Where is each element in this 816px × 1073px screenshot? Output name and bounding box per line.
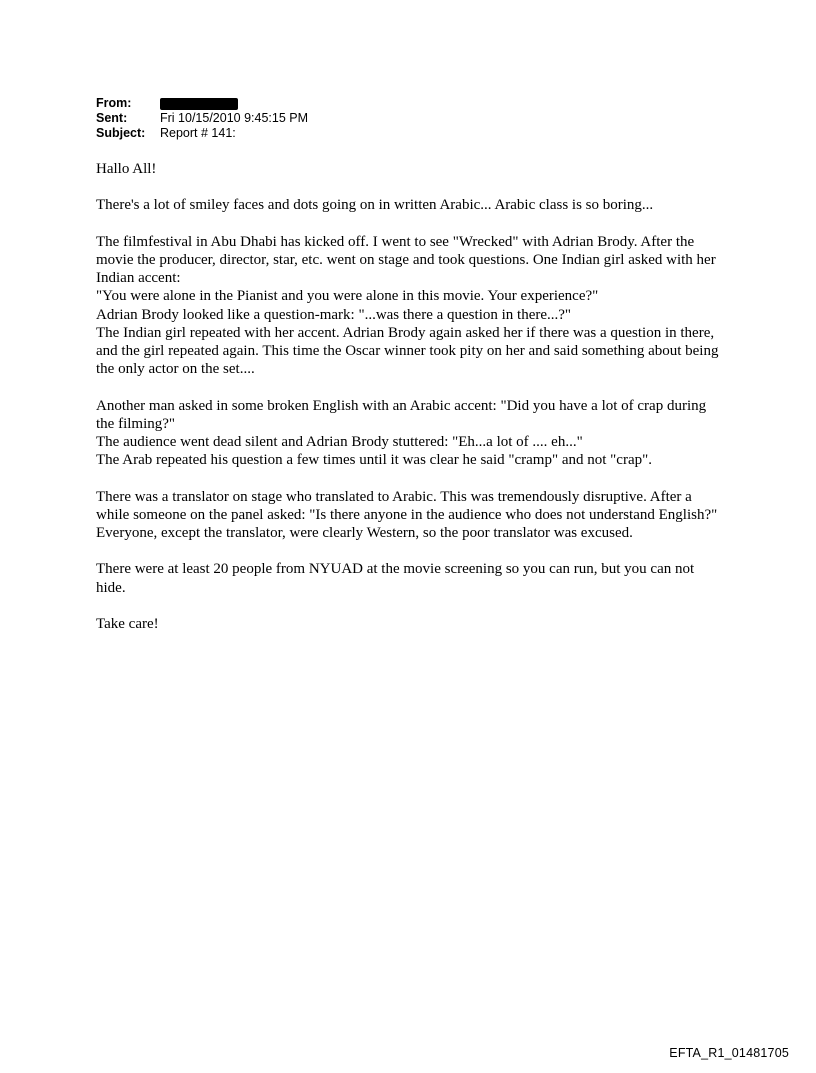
paragraph-arabic: There's a lot of smiley faces and dots going on in written Arabic... Arabic class is so boring... [96, 197, 654, 214]
paragraph-crap [96, 397, 724, 470]
filmfestival-intro: The filmfestival in Abu Dhabi has kicked off. I went to see "Wrecked" with Adrian Brody. After the movie the producer, director, star, etc. went on stage and took questions. One Indian girl asked with her Indian accent: [96, 233, 716, 287]
crap-question: Another man asked in some broken English with an Arabic accent: "Did you have a lot of crap during the filming?" [96, 397, 707, 432]
indian-girl-question: "You were alone in the Pianist and you were alone in this movie. Your experience?" [96, 288, 599, 305]
paragraph-translator: There was a translator on stage who translated to Arabic. This was tremendously disruptive. After a while someone on the panel asked: "Is there anyone in the audience who does not understand English?" Everyone, except the translator, were clearly Western, so the poor translator was excused. [96, 488, 718, 541]
closing: Take care! [96, 615, 159, 632]
sent-value: Fri 10/15/2010 9:45:15 PM [160, 111, 309, 125]
paragraph-filmfestival [96, 233, 724, 379]
from-row [96, 96, 308, 111]
subject-value: Report # 141: [160, 126, 236, 140]
sent-row [96, 111, 308, 126]
brody-reaction: Adrian Brody looked like a question-mark: "...was there a question in there...?" [96, 306, 572, 323]
subject-row [96, 126, 308, 141]
document-id: EFTA_R1_01481705 [669, 1046, 789, 1060]
email-header [96, 96, 308, 141]
filmfestival-outcome: The Indian girl repeated with her accent. Adrian Brody again asked her if there was a question in there, and the girl repeated again. This time the Oscar winner took pity on her and said something about being the only actor on the set.... [96, 324, 719, 378]
greeting: Hallo All! [96, 161, 157, 177]
paragraph-nyuad: There were at least 20 people from NYUAD at the movie screening so you can run, but you can not hide. [96, 561, 695, 596]
subject-label: Subject: [96, 126, 146, 140]
sent-label: Sent: [96, 111, 128, 125]
redacted-sender [160, 98, 238, 110]
audience-silence: The audience went dead silent and Adrian Brody stuttered: "Eh...a lot of .... eh..." [96, 434, 583, 450]
cramp-clarification: The Arab repeated his question a few times until it was clear he said "cramp" and not "crap". [96, 452, 652, 469]
from-label: From: [96, 96, 132, 110]
email-body [96, 160, 724, 651]
